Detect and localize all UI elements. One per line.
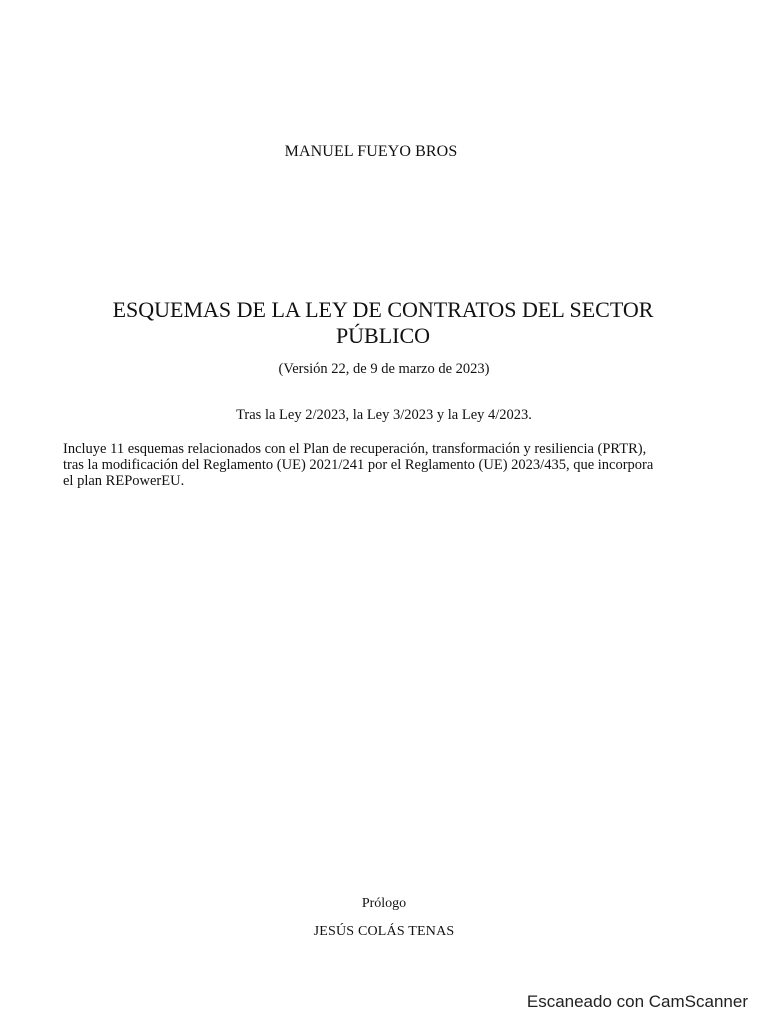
camscanner-watermark: Escaneado con CamScanner: [526, 992, 748, 1011]
title-line-2: PÚBLICO: [335, 323, 431, 348]
prologue-label: Prólogo: [361, 896, 407, 911]
document-title: [60, 297, 706, 349]
author-name: MANUEL FUEYO BROS: [284, 143, 458, 160]
prologue-author: JESÚS COLÁS TENAS: [313, 924, 455, 939]
intro-line-3: el plan REPowerEU.: [63, 473, 185, 489]
version-note: (Versión 22, de 9 de marzo de 2023): [278, 361, 490, 377]
intro-paragraph: [63, 441, 703, 489]
intro-line-2: tras la modificación del Reglamento (UE) 2021/241 por el Reglamento (UE) 2023/435, que incorpora: [63, 457, 654, 473]
laws-note: Tras la Ley 2/2023, la Ley 3/2023 y la Ley 4/2023.: [236, 407, 532, 423]
intro-line-1: Incluye 11 esquemas relacionados con el Plan de recuperación, transformación y resiliencia (PRTR),: [63, 441, 647, 457]
title-line-1: ESQUEMAS DE LA LEY DE CONTRATOS DEL SECTOR: [112, 297, 654, 322]
